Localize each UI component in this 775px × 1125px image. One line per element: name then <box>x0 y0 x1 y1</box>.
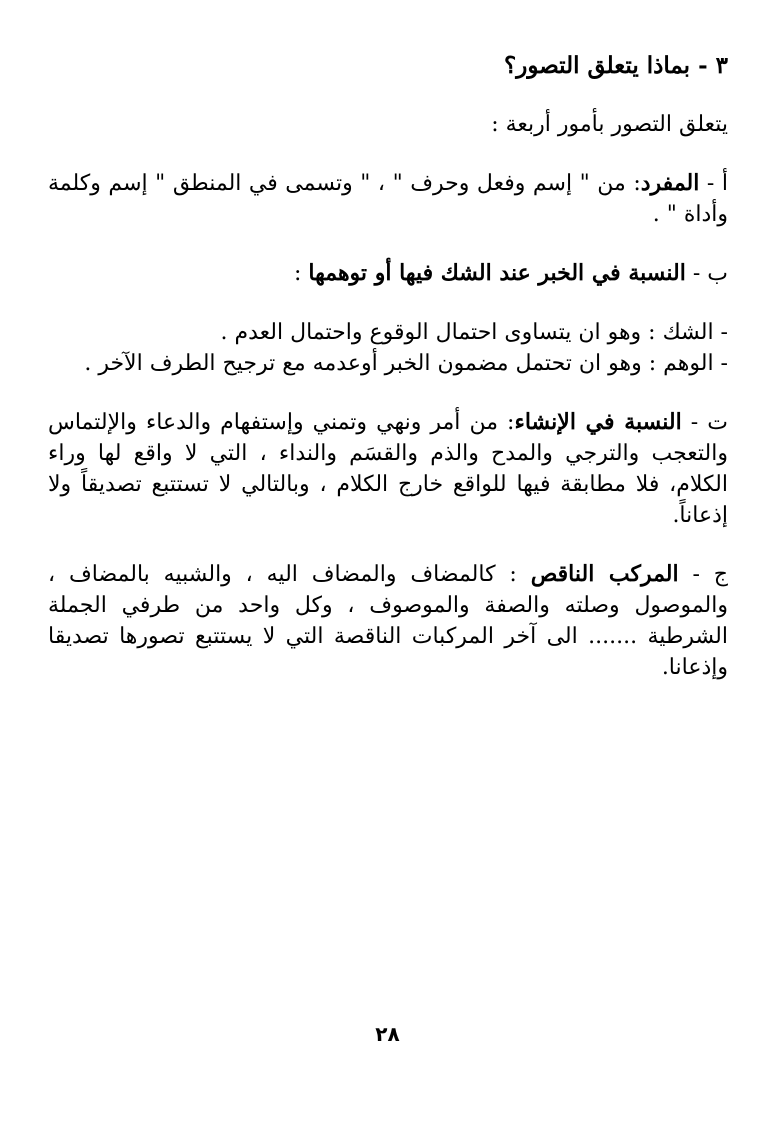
section-heading: ٣ - بماذا يتعلق التصور؟ <box>504 52 728 79</box>
item-term: المفرد <box>640 170 700 196</box>
item-prefix: أ - <box>699 171 728 196</box>
item-singular <box>48 168 728 230</box>
doubt-illusion-list <box>48 317 728 379</box>
item-prefix: ب - <box>685 261 728 286</box>
item-term: النسبة في الإنشاء <box>514 409 682 435</box>
doubt-definition: - الشك : وهو ان يتساوى احتمال الوقوع واحتمال العدم . <box>220 320 728 345</box>
item-term: المركب الناقص <box>530 561 679 587</box>
item-prefix: ت - <box>681 410 728 435</box>
document-page <box>48 50 728 711</box>
intro-paragraph: يتعلق التصور بأمور أربعة : <box>491 112 728 137</box>
item-predicate-relation <box>48 258 728 289</box>
item-incomplete-compound <box>48 559 728 683</box>
page-number: ٢٨ <box>375 1022 400 1046</box>
item-body: : من أمر ونهي وتمني وإستفهام والدعاء والإلتماس والتعجب والترجي والمدح والذم والقسَم والنداء ، التي لا واقع لها وراء الكلام، فلا مطابقة فيها للواقع خارج الكلام ، وبالتالي لا تستتبع تصديقاً ولا إذعاناً. <box>48 410 728 528</box>
illusion-definition: - الوهم : وهو ان تحتمل مضمون الخبر أوعدمه مع ترجيح الطرف الآخر . <box>84 351 728 376</box>
item-term: النسبة في الخبر عند الشك فيها أو توهمها <box>308 260 686 286</box>
item-prefix: ج - <box>678 562 728 587</box>
item-body: : <box>293 261 309 286</box>
item-body: : من " إسم وفعل وحرف " ، " وتسمى في المنطق " إسم وكلمة وأداة " . <box>48 171 728 227</box>
item-body: : كالمضاف والمضاف اليه ، والشبيه بالمضاف ، والموصول وصلته والصفة والموصوف ، وكل واحد من طرفي الجملة الشرطية ....... الى آخر المركبات الناقصة التي لا يستتبع تصورها تصديقا وإذعانا. <box>48 562 728 680</box>
item-performative-relation <box>48 407 728 531</box>
